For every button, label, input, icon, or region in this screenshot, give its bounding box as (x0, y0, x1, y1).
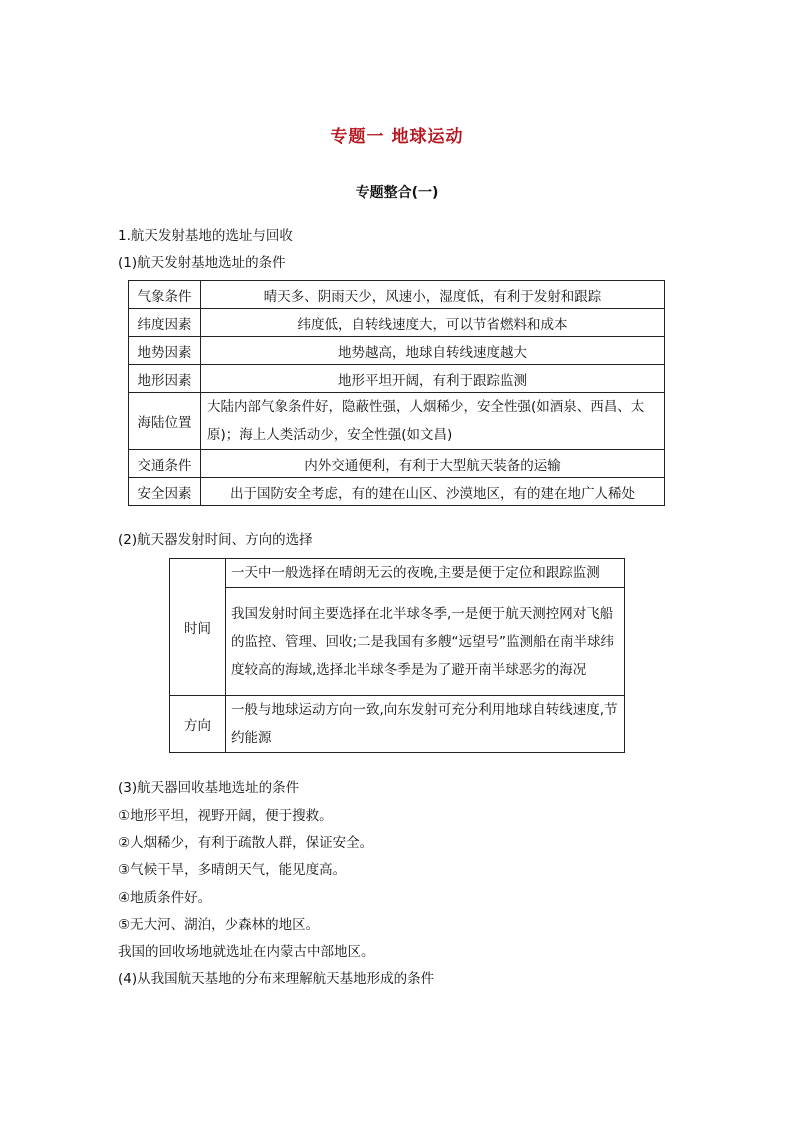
page-subtitle: 专题整合(一) (355, 185, 439, 201)
table-key-cell: 地势因素 (129, 337, 201, 365)
list-item: ①地形平坦，视野开阔，便于搜救。 (118, 808, 333, 824)
table-row (129, 365, 665, 393)
table-row (129, 393, 665, 450)
section-heading: 1.航天发射基地的选址与回收 (118, 228, 293, 244)
table-row (129, 337, 665, 365)
table-row (129, 309, 665, 337)
table-value-cell: 地形平坦开阔，有利于跟踪监测 (201, 365, 665, 393)
list-item: ③气候干旱，多晴朗天气，能见度高。 (118, 862, 347, 878)
launch-site-conditions-table (128, 280, 665, 506)
table-value-cell: 出于国防安全考虑，有的建在山区、沙漠地区，有的建在地广人稀处 (201, 478, 665, 506)
subsection-4-heading: (4)从我国航天基地的分布来理解航天基地形成的条件 (118, 971, 435, 987)
table-key-cell: 交通条件 (129, 450, 201, 478)
table-value-cell: 我国发射时间主要选择在北半球冬季,一是便于航天测控网对飞船的监控、管理、回收;二是我国有多艘“远望号”监测船在南半球纬度较高的海域,选择北半球冬季是为了避开南半球恶劣的海况 (226, 588, 625, 696)
conclusion-text: 我国的回收场地就选址在内蒙古中部地区。 (118, 944, 375, 960)
direction-label-cell: 方向 (170, 696, 226, 753)
list-item: ④地质条件好。 (118, 890, 212, 906)
table-value-cell: 地势越高，地球自转线速度越大 (201, 337, 665, 365)
table-value-cell: 纬度低，自转线速度大，可以节省燃料和成本 (201, 309, 665, 337)
table-key-cell: 地形因素 (129, 365, 201, 393)
launch-time-direction-table (169, 558, 625, 753)
table-row (129, 450, 665, 478)
table-row (170, 588, 625, 696)
table-value-cell: 大陆内部气象条件好，隐蔽性强，人烟稀少，安全性强(如酒泉、西昌、太原)；海上人类活动少，安全性强(如文昌) (201, 393, 665, 450)
table-key-cell: 纬度因素 (129, 309, 201, 337)
table-key-cell: 安全因素 (129, 478, 201, 506)
table-value-cell: 一般与地球运动方向一致,向东发射可充分利用地球自转线速度,节约能源 (226, 696, 625, 753)
subsection-1-heading: (1)航天发射基地选址的条件 (118, 255, 286, 271)
table-value-cell: 内外交通便利，有利于大型航天装备的运输 (201, 450, 665, 478)
time-label-cell: 时间 (170, 559, 226, 696)
table-row (129, 281, 665, 309)
table-key-cell: 海陆位置 (129, 393, 201, 450)
table-row (170, 559, 625, 588)
table-row (170, 696, 625, 753)
table-key-cell: 气象条件 (129, 281, 201, 309)
subsection-3-heading: (3)航天器回收基地选址的条件 (118, 780, 300, 796)
subsection-2-heading: (2)航天器发射时间、方向的选择 (118, 532, 313, 548)
table-value-cell: 晴天多、阴雨天少，风速小，湿度低，有利于发射和跟踪 (201, 281, 665, 309)
table-row (129, 478, 665, 506)
list-item: ⑤无大河、湖泊，少森林的地区。 (118, 917, 320, 933)
table-value-cell: 一天中一般选择在晴朗无云的夜晚,主要是便于定位和跟踪监测 (226, 559, 625, 588)
page-title: 专题一 地球运动 (330, 127, 464, 147)
list-item: ②人烟稀少，有利于疏散人群，保证安全。 (118, 835, 374, 851)
